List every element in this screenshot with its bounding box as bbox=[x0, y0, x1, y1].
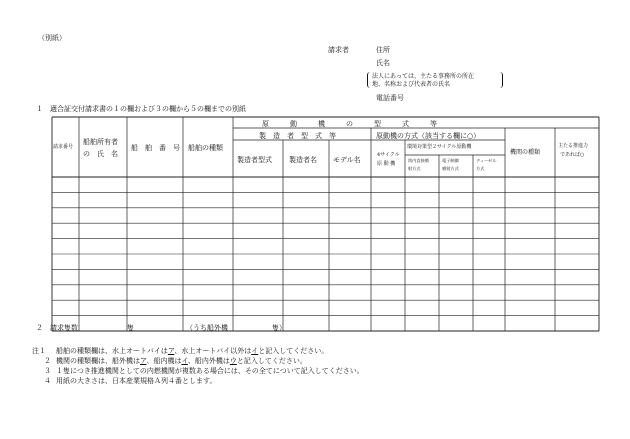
corp-note-line1: 法人にあっては、主たる事務所の所在 bbox=[372, 73, 474, 80]
note-3: １隻につき推進機関としての内燃機関が複数ある場合には、その全てについて記入してください。 bbox=[56, 367, 364, 375]
col-ship-no: 船 舶 番 号 bbox=[131, 144, 180, 152]
col-model-name: モデル名 bbox=[333, 156, 361, 164]
col-ship-type: 船舶の種類 bbox=[188, 144, 223, 152]
col-main-line1: 主たる推進力 bbox=[558, 143, 589, 149]
note-2-number: ２ bbox=[44, 357, 51, 365]
col-owner-line2: の 氏 名 bbox=[83, 150, 118, 158]
engine-method-group: 原動機の方式（該当する欄に○） bbox=[376, 132, 481, 140]
note-4: 用紙の大きさは、日本産業規格Ａ列４番とします。 bbox=[56, 377, 217, 385]
attachment-label: （別紙） bbox=[38, 34, 66, 42]
name-label: 氏名 bbox=[376, 59, 390, 67]
section1-title: １ 適合証交付請求書の１の欄および３の欄から５の欄までの別紙 bbox=[36, 105, 246, 113]
section2-title: ２ 請求隻数 bbox=[36, 324, 78, 332]
col-owner-line1: 船舶所有者 bbox=[83, 138, 118, 146]
col-main-line2: であれば○ bbox=[560, 152, 585, 158]
claimant-label: 請求者 bbox=[328, 46, 349, 54]
phone-label: 電話番号 bbox=[376, 94, 404, 102]
col-direct-line2: 射方式 bbox=[408, 166, 421, 171]
col-4cycle-line1: 4サイクル bbox=[377, 152, 400, 158]
section2-unit1: 隻 bbox=[127, 324, 134, 332]
col-engine-kind: 機関の種類 bbox=[510, 149, 541, 156]
col-4cycle-line2: 原 動 機 bbox=[377, 161, 396, 167]
col-elec-line1: 電子制御 bbox=[442, 158, 459, 163]
col-maker-model: 製造者型式 bbox=[237, 156, 272, 164]
note-3-number: ３ bbox=[44, 367, 51, 375]
col-diesel-line1: ディーゼル bbox=[476, 158, 497, 163]
note-4-number: ４ bbox=[44, 377, 51, 385]
note-label: 注１ bbox=[32, 347, 46, 355]
note-2: 機関の種類欄は、船外機はア、船内機はイ、船内外機はウと記入してください。 bbox=[56, 357, 307, 365]
col-request-no: 請求番号 bbox=[53, 144, 74, 150]
note-1: 船舶の種類欄は、水上オートバイはア、水上オートバイ以外はイと記入してください。 bbox=[56, 347, 329, 355]
section2-outboard-open: （うち船外機 bbox=[186, 324, 228, 332]
col-direct-line1: 筒内直接噴 bbox=[408, 158, 429, 163]
col-maker-name: 製造者名 bbox=[289, 156, 317, 164]
engine-type-header: 原 動 機 の 型 式 等 bbox=[262, 120, 437, 128]
corp-note-line2: 地、名称および代表者の氏名 bbox=[372, 81, 451, 88]
col-elec-line2: 噴射方式 bbox=[442, 166, 459, 171]
section2-unit2: 隻） bbox=[272, 324, 286, 332]
address-label: 住所 bbox=[376, 46, 390, 54]
maker-group: 製 造 者 型 式 等 bbox=[259, 132, 336, 140]
eco2cycle-group: 環境対策型２サイクル原動機 bbox=[407, 144, 472, 150]
col-diesel-line2: 方式 bbox=[476, 166, 485, 171]
